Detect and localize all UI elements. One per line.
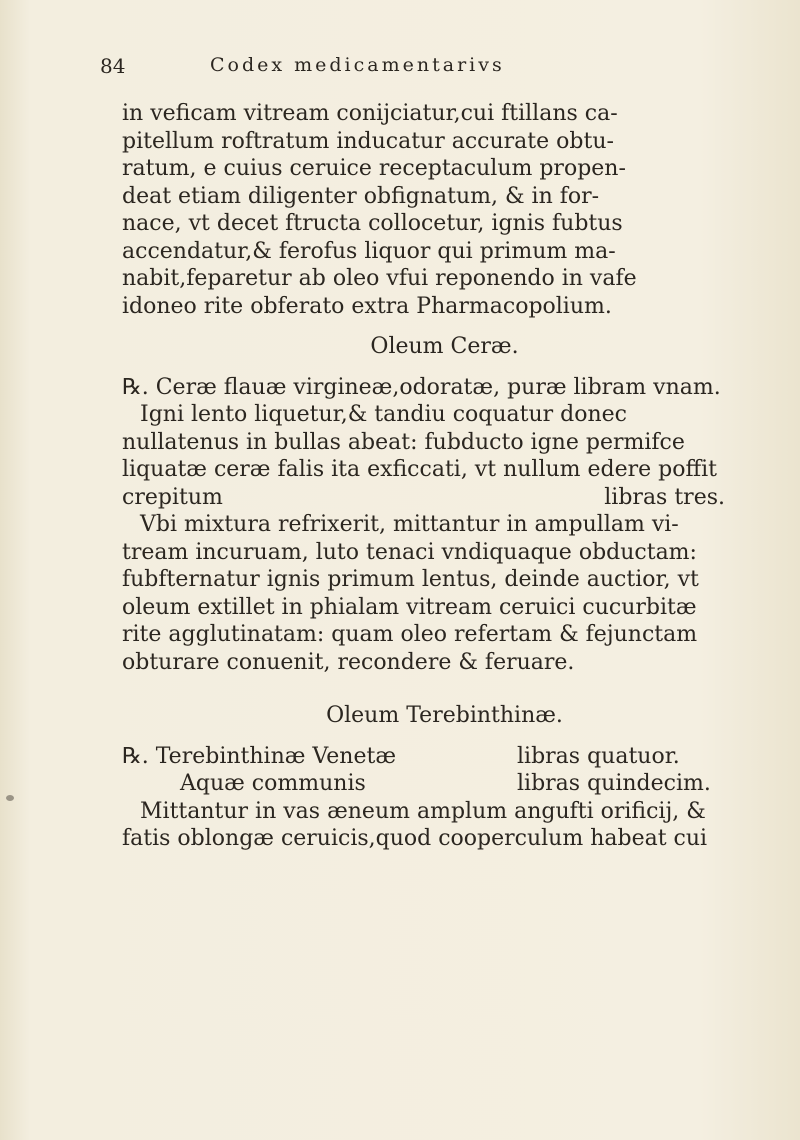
recipe-icon: ℞.: [122, 374, 149, 400]
body-text: [122, 100, 727, 853]
section-title-oleum-cerae: Oleum Ceræ.: [370, 334, 519, 359]
ingredient-text: Ceræ flauæ virgineæ,odoratæ, puræ libram vnam.: [155, 374, 721, 400]
running-title: Codex medicamentarivs: [210, 54, 505, 76]
text-line: liquatæ ceræ falis ita exficcati, vt nullum edere poffit: [122, 457, 717, 482]
text-line: rite agglutinatam: quam oleo refertam & fejunctam: [122, 622, 698, 647]
text-line: tream incuruam, luto tenaci vndiquaque obductam:: [122, 539, 697, 565]
text-line: nabit,feparetur ab oleo vfui reponendo in vafe: [122, 266, 637, 291]
text-line: obturare conuenit, recondere & feruare.: [122, 649, 575, 675]
page-header: [100, 54, 720, 90]
amount-line: [122, 484, 727, 512]
text-line: Vbi mixtura refrixerit, mittantur in ampullam vi-: [140, 512, 679, 537]
ink-spot: [6, 795, 14, 801]
ingredient-row: [122, 743, 727, 771]
text-line: nullatenus in bullas abeat: fubducto igne permifce: [122, 429, 685, 455]
text-line: idoneo rite obferato extra Pharmacopolium.: [122, 293, 612, 319]
text-line: in veficam vitream conijciatur,cui ftillans ca-: [122, 101, 618, 126]
section-title-oleum-terebinthinae: Oleum Terebinthinæ.: [326, 703, 563, 728]
text-line: Igni lento liquetur,& tandiu coquatur donec: [140, 402, 627, 427]
text-line: pitellum roftratum inducatur accurate obtu-: [122, 128, 614, 154]
ingredient-name: Aquæ communis: [180, 771, 366, 796]
text-line: oleum extillet in phialam vitream ceruici cucurbitæ: [122, 594, 697, 620]
ingredient-amount: libras quindecim.: [517, 771, 711, 796]
text-line: nace, vt decet ftructa collocetur, ignis fubtus: [122, 211, 623, 236]
ingredient-name: Terebinthinæ Venetæ: [155, 743, 397, 769]
ingredient-row: [122, 770, 727, 798]
text-line: ratum, e cuius ceruice receptaculum propen-: [122, 156, 626, 181]
ingredient-amount: libras quatuor.: [517, 743, 680, 769]
text-line: deat etiam diligenter obfignatum, & in for-: [122, 183, 600, 209]
recipe-line: [122, 374, 727, 402]
text-line: fatis oblongæ ceruicis,quod cooperculum habeat cui: [122, 826, 708, 851]
page-number: 84: [100, 54, 126, 78]
text-line: Mittantur in vas æneum amplum angufti orificij, &: [140, 798, 706, 824]
amount-label: crepitum: [122, 484, 223, 510]
text-line: fubfternatur ignis primum lentus, deinde auctior, vt: [122, 567, 699, 592]
recipe-icon: ℞.: [122, 743, 149, 769]
amount-value: libras tres.: [604, 484, 725, 510]
text-line: accendatur,& ferofus liquor qui primum ma-: [122, 238, 616, 264]
